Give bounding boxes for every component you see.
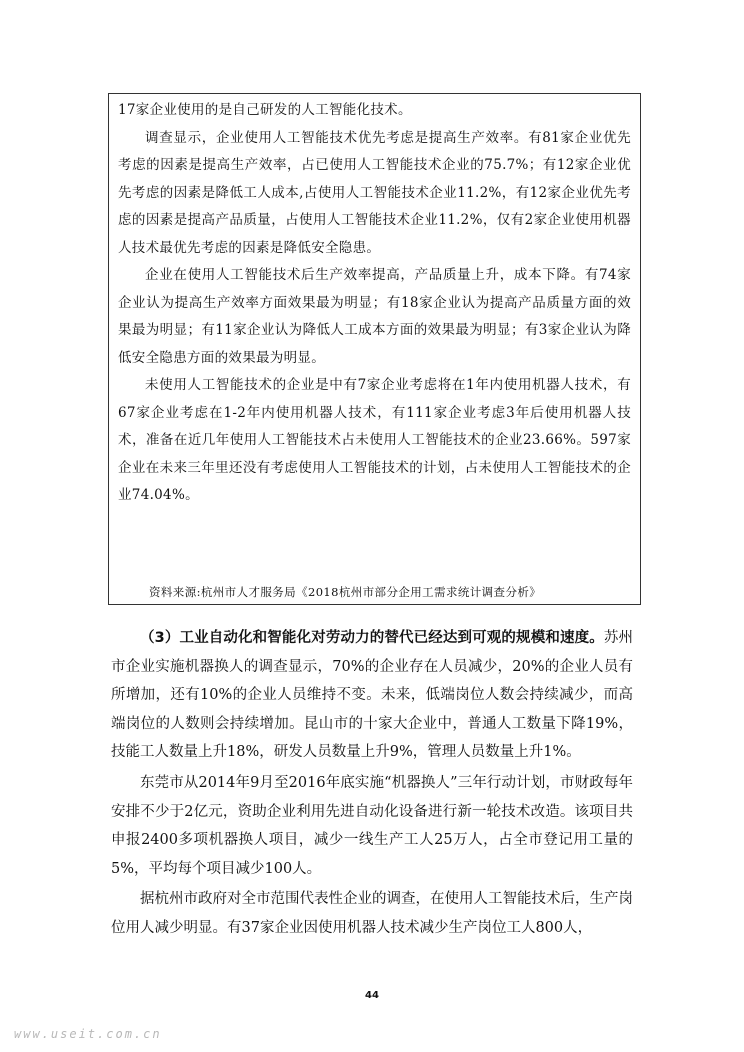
body-paragraph-1-text: 苏州市企业实施机器换人的调查显示，70%的企业存在人员减少，20%的企业人员有所增加，还有10%的企业人员维持不变。未来，低端岗位人数会持续减少，而高端岗位的人数则会持续增加。昆山市的十家大企业中，普通人工数量下降19%，技能工人数量上升18%，研发人员数量上升9%，管理人员数量上升1%。 bbox=[111, 630, 633, 761]
body-paragraph-1 bbox=[111, 624, 633, 767]
body-paragraph-2: 东莞市从2014年9月至2016年底实施“机器换人”三年行动计划，市财政每年安排不少于2亿元，资助企业利用先进自动化设备进行新一轮技术改造。该项目共申报2400多项机器换人项目，减少一线生产工人25万人，占全市登记用工量的5%，平均每个项目减少100人。 bbox=[111, 774, 633, 877]
page-number: 44 bbox=[365, 990, 379, 1001]
survey-text-box bbox=[108, 93, 641, 605]
data-source-note: 资料来源:杭州市人才服务局《2018杭州市部分企用工需求统计调查分析》 bbox=[149, 585, 542, 599]
box-paragraph-4: 未使用人工智能技术的企业是中有7家企业考虑将在1年内使用机器人技术，有67家企业考虑在1-2年内使用机器人技术，有111家企业考虑3年后使用机器人技术，准备在近几年使用人工智能技术占未使用人工智能技术的企业23.66%。597家企业在未来三年里还没有考虑使用人工智能技术的计划，占未使用人工智能技术的企业74.04%。 bbox=[118, 377, 631, 503]
section-heading: （3）工业自动化和智能化对劳动力的替代已经达到可观的规模和速度。 bbox=[140, 630, 604, 646]
box-paragraph-1: 17家企业使用的是自己研发的人工智能化技术。 bbox=[118, 102, 412, 118]
main-body-text bbox=[111, 624, 633, 945]
box-paragraph-3: 企业在使用人工智能技术后生产效率提高，产品质量上升，成本下降。有74家企业认为提高生产效率方面效果最为明显；有18家企业认为提高产品质量方面的效果最为明显；有11家企业认为降低人工成本方面的效果最为明显；有3家企业认为降低安全隐患方面的效果最为明显。 bbox=[118, 267, 631, 366]
body-paragraph-3: 据杭州市政府对全市范围代表性企业的调查，在使用人工智能技术后，生产岗位用人减少明显。有37家企业因使用机器人技术减少生产岗位工人800人， bbox=[111, 891, 633, 936]
watermark: www.useit.com.cn bbox=[14, 1027, 162, 1041]
box-paragraph-2: 调查显示，企业使用人工智能技术优先考虑是提高生产效率。有81家企业优先考虑的因素是提高生产效率，占已使用人工智能技术企业的75.7%；有12家企业优先考虑的因素是降低工人成本,占使用人工智能技术企业11.2%，有12家企业优先考虑的因素是提高产品质量，占使用人工智能技术企业11.2%，仅有2家企业使用机器人技术最优先考虑的因素是降低安全隐患。 bbox=[118, 129, 631, 256]
